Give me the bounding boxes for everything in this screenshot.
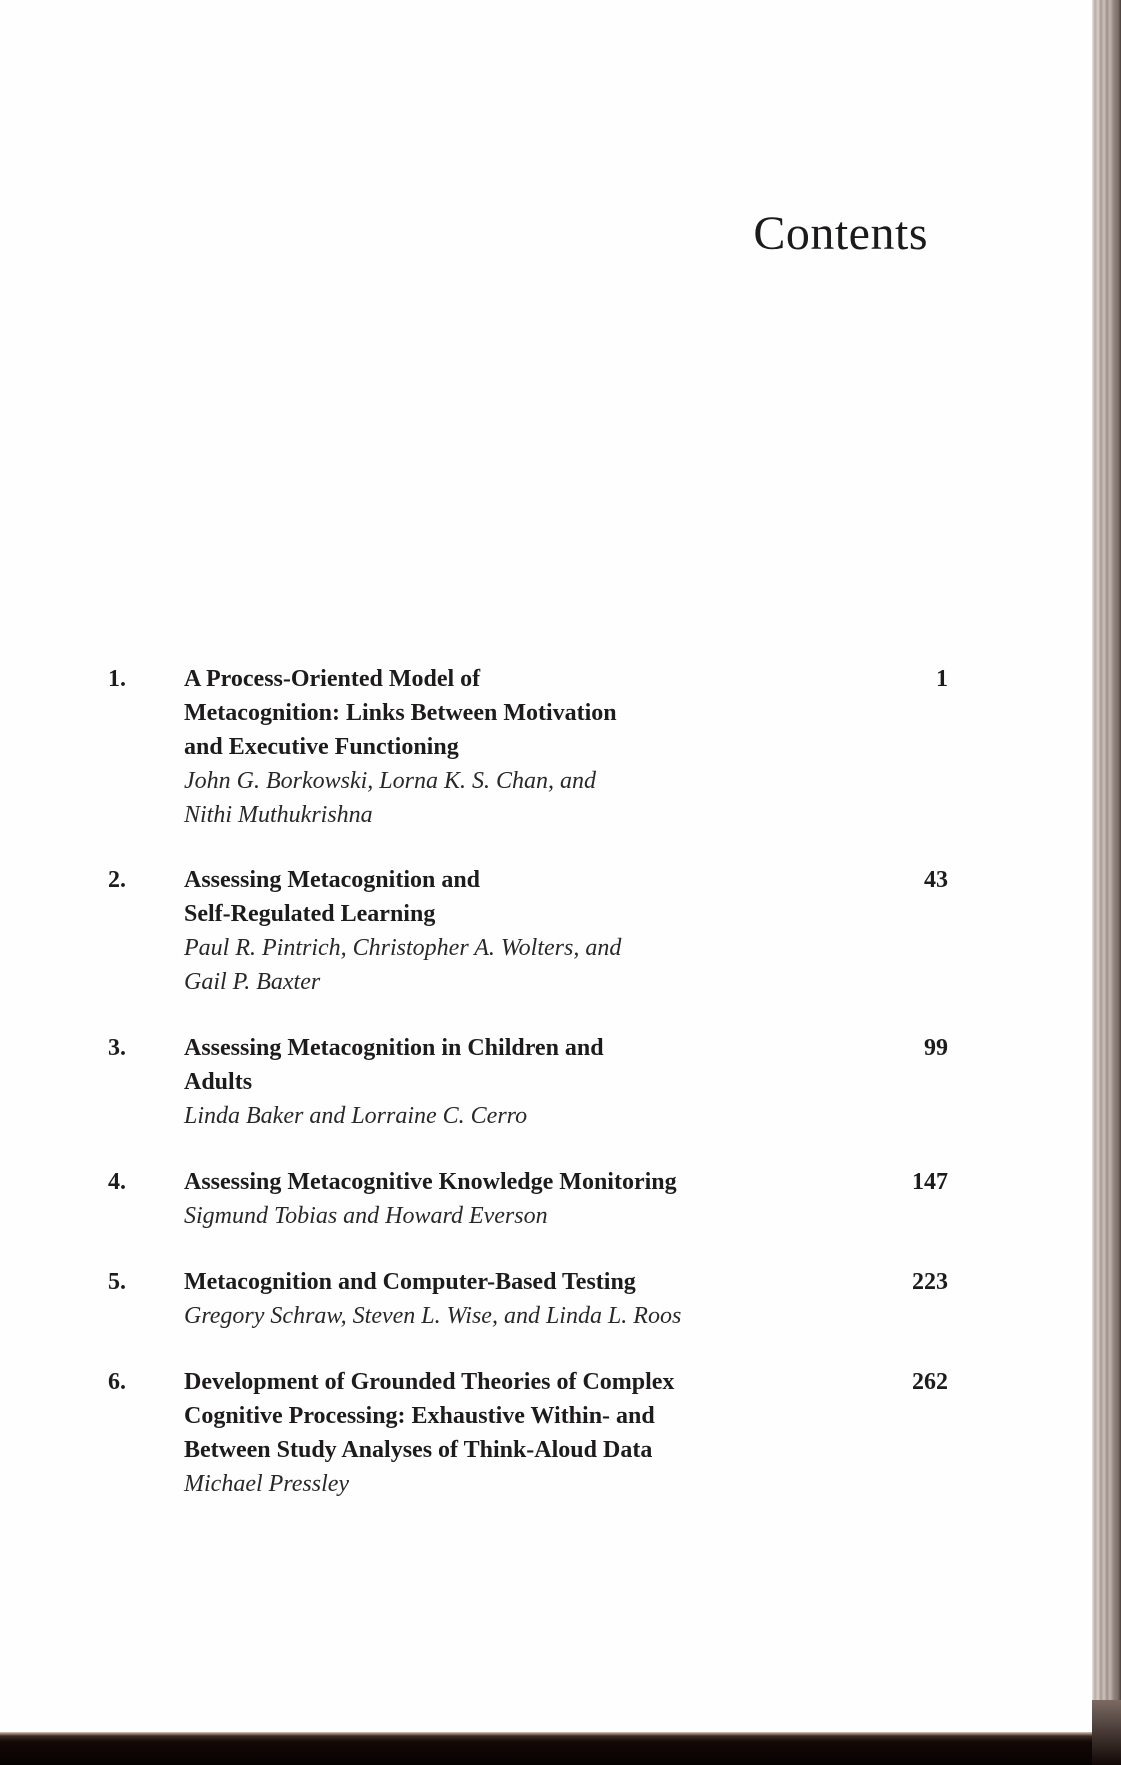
chapter-info (184, 1365, 824, 1501)
book-page-edges (1092, 0, 1121, 1765)
book-bottom-edge (0, 1732, 1121, 1765)
table-of-contents (108, 662, 948, 1501)
chapter-info (184, 662, 824, 832)
chapter-title: Metacognition and Computer-Based Testing (184, 1269, 636, 1295)
page-title: Contents (753, 207, 928, 260)
chapter-page-number: 147 (912, 1169, 948, 1195)
chapter-authors: Michael Pressley (184, 1471, 350, 1497)
toc-entry (108, 1031, 948, 1133)
chapter-number: 4. (108, 1169, 126, 1195)
chapter-page-number: 262 (912, 1369, 948, 1395)
chapter-number: 2. (108, 867, 126, 893)
chapter-number: 6. (108, 1369, 126, 1395)
chapter-info (184, 1265, 824, 1333)
chapter-page-number: 43 (924, 867, 948, 893)
chapter-authors: Sigmund Tobias and Howard Everson (184, 1203, 548, 1229)
chapter-authors: Gregory Schraw, Steven L. Wise, and Linda L. Roos (184, 1303, 682, 1329)
chapter-title: Assessing Metacognition and Self-Regulated Learning (184, 867, 481, 927)
toc-entry (108, 863, 948, 999)
chapter-authors: John G. Borkowski, Lorna K. S. Chan, and Nithi Muthukrishna (184, 768, 597, 828)
chapter-authors: Linda Baker and Lorraine C. Cerro (184, 1103, 528, 1129)
toc-entry (108, 1365, 948, 1501)
chapter-title: Development of Grounded Theories of Complex Cognitive Processing: Exhaustive Within- and Between Study Analyses of Think-Aloud Data (184, 1369, 675, 1463)
chapter-info (184, 1165, 824, 1233)
chapter-page-number: 223 (912, 1269, 948, 1295)
chapter-title: A Process-Oriented Model of Metacognition: Links Between Motivation and Executive Functioning (184, 666, 617, 760)
chapter-number: 3. (108, 1035, 126, 1061)
chapter-info (184, 1031, 824, 1133)
toc-entry (108, 1265, 948, 1333)
chapter-page-number: 1 (936, 666, 948, 692)
chapter-number: 5. (108, 1269, 126, 1295)
toc-entry (108, 662, 948, 832)
book-corner-shadow (1092, 1700, 1121, 1765)
chapter-title: Assessing Metacognitive Knowledge Monitoring (184, 1169, 677, 1195)
chapter-page-number: 99 (924, 1035, 948, 1061)
chapter-info (184, 863, 824, 999)
chapter-authors: Paul R. Pintrich, Christopher A. Wolters, and Gail P. Baxter (184, 935, 622, 995)
toc-entry (108, 1165, 948, 1233)
chapter-title: Assessing Metacognition in Children and Adults (184, 1035, 604, 1095)
chapter-number: 1. (108, 666, 126, 692)
